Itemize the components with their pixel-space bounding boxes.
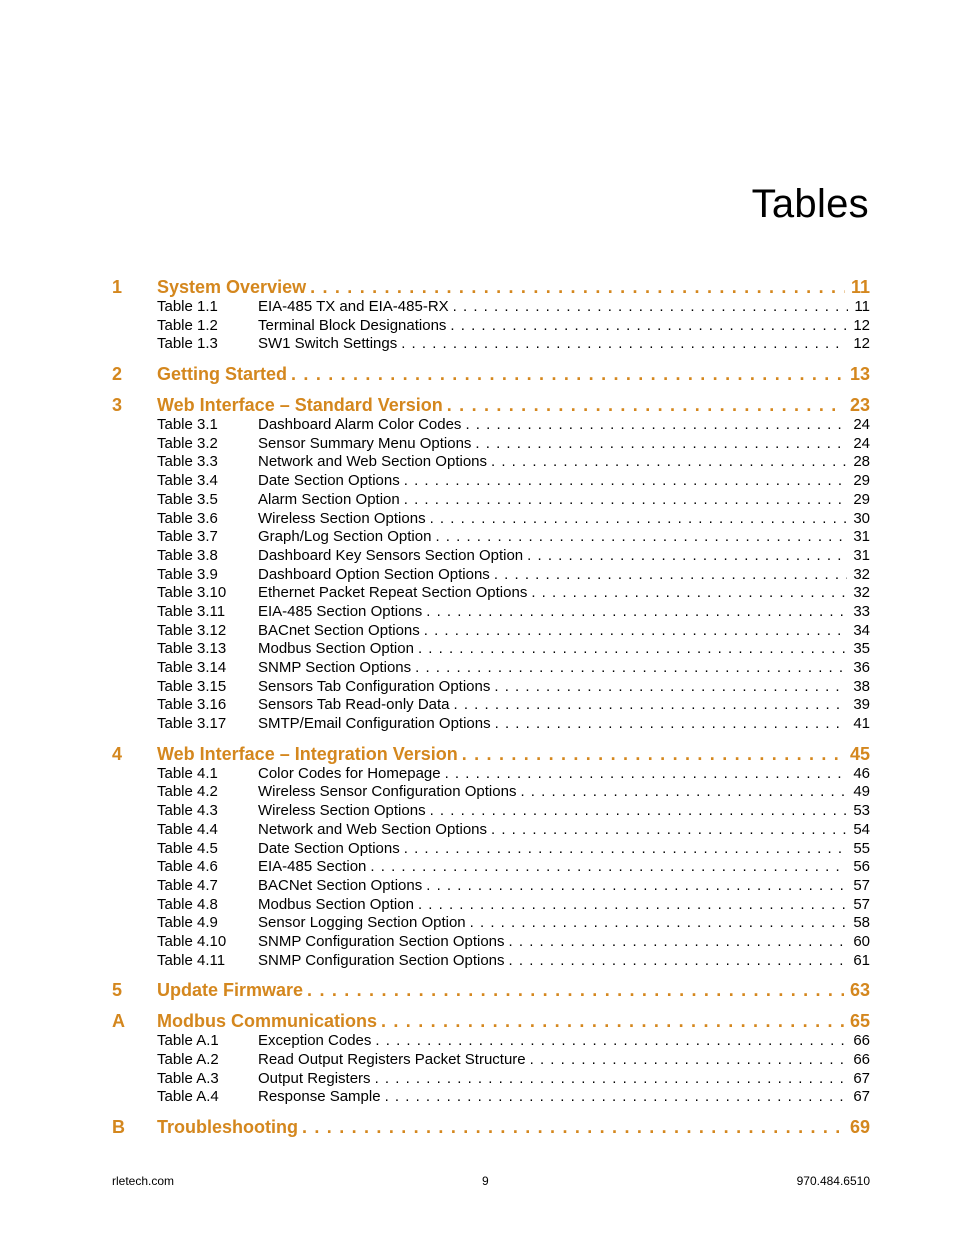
chapter-entry[interactable] [112, 1010, 870, 1032]
table-page-number[interactable]: 49 [853, 783, 870, 801]
table-entry[interactable] [112, 603, 870, 622]
table-title[interactable]: Graph/Log Section Option [258, 528, 432, 546]
table-number: Table A.4 [157, 1088, 219, 1106]
table-entry[interactable] [112, 584, 870, 603]
dot-leader [490, 566, 848, 585]
table-page-number[interactable]: 32 [853, 584, 870, 602]
table-page-number[interactable]: 29 [853, 490, 870, 508]
dot-leader [526, 1051, 848, 1070]
table-page-number[interactable]: 41 [853, 715, 870, 733]
dot-leader [306, 276, 845, 298]
page-title: Tables [751, 181, 869, 226]
table-page-number[interactable]: 67 [853, 1069, 870, 1087]
chapter-page-number[interactable]: 13 [849, 364, 870, 385]
table-page-number[interactable]: 32 [853, 565, 870, 583]
table-number: Table 1.3 [157, 335, 218, 353]
chapter-page-number[interactable]: 45 [849, 743, 870, 764]
chapter-title[interactable]: Troubleshooting [157, 1117, 298, 1138]
table-page-number[interactable]: 53 [853, 802, 870, 820]
table-page-number[interactable]: 55 [853, 839, 870, 857]
table-title[interactable]: Modbus Section Option [258, 895, 414, 913]
table-title[interactable]: Network and Web Section Options [258, 820, 488, 838]
dot-leader [298, 1116, 844, 1138]
table-page-number[interactable]: 24 [853, 434, 870, 452]
table-page-number[interactable]: 34 [853, 621, 870, 639]
table-number: Table 1.2 [157, 316, 218, 334]
dot-leader [371, 1070, 848, 1089]
dot-leader [400, 840, 848, 859]
table-entry[interactable] [112, 678, 870, 697]
table-title[interactable]: Alarm Section Option [258, 490, 400, 508]
table-title[interactable]: SNMP Configuration Section Options [258, 932, 505, 950]
chapter-title[interactable]: Update Firmware [157, 980, 304, 1001]
table-title[interactable]: BACnet Section Options [258, 621, 420, 639]
table-number: Table 3.6 [157, 509, 218, 527]
table-entry[interactable] [112, 566, 870, 585]
table-number: Table 4.1 [157, 764, 218, 782]
table-page-number[interactable]: 67 [853, 1088, 870, 1106]
dot-leader [371, 1032, 847, 1051]
table-of-tables [112, 276, 870, 1138]
table-number: Table 1.1 [157, 298, 218, 315]
table-entry[interactable] [112, 416, 870, 435]
table-number: Table 4.8 [157, 895, 218, 913]
table-number: Table 4.7 [157, 876, 218, 894]
table-number: Table 3.9 [157, 565, 218, 583]
table-entry[interactable] [112, 335, 870, 354]
table-title[interactable]: EIA-485 Section Options [258, 602, 423, 620]
table-page-number[interactable]: 60 [853, 932, 870, 950]
table-title[interactable]: Sensor Summary Menu Options [258, 434, 472, 452]
table-number: Table 3.15 [157, 677, 227, 695]
chapter-number: B [112, 1117, 125, 1138]
table-page-number[interactable]: 30 [853, 509, 870, 527]
table-page-number[interactable]: 28 [853, 453, 870, 471]
table-page-number[interactable]: 56 [853, 858, 870, 876]
table-title[interactable]: Network and Web Section Options [258, 453, 488, 471]
table-number: Table A.1 [157, 1032, 219, 1050]
table-entry[interactable] [112, 821, 870, 840]
dot-leader [441, 765, 848, 784]
dot-leader [411, 659, 847, 678]
dot-leader [505, 933, 848, 952]
table-number: Table 4.2 [157, 783, 218, 801]
page-footer [112, 1174, 870, 1188]
dot-leader [449, 298, 849, 317]
table-entry[interactable] [112, 1032, 870, 1051]
table-entry[interactable] [112, 783, 870, 802]
table-title[interactable]: Dashboard Option Section Options [258, 565, 490, 583]
dot-leader [400, 472, 848, 491]
table-page-number[interactable]: 12 [853, 316, 870, 334]
footer-page-number: 9 [481, 1174, 489, 1188]
dot-leader [471, 435, 847, 454]
dot-leader [516, 783, 847, 802]
dot-leader [443, 394, 844, 416]
table-entry[interactable] [112, 472, 870, 491]
dot-leader [458, 743, 844, 765]
chapter-entry[interactable] [112, 276, 870, 298]
chapter-page-number[interactable]: 11 [850, 277, 870, 297]
dot-leader [397, 335, 847, 354]
table-title[interactable]: BACNet Section Options [258, 876, 423, 894]
chapter-entry[interactable] [112, 394, 870, 416]
dot-leader [487, 821, 847, 840]
table-entry[interactable] [112, 802, 870, 821]
table-entry[interactable] [112, 317, 870, 336]
table-entry[interactable] [112, 453, 870, 472]
table-title[interactable]: Response Sample [258, 1088, 381, 1106]
table-page-number[interactable]: 31 [853, 528, 870, 546]
table-entry[interactable] [112, 510, 870, 529]
table-entry[interactable] [112, 547, 870, 566]
chapter-title[interactable]: Web Interface – Standard Version [157, 395, 443, 416]
table-page-number[interactable]: 57 [853, 895, 870, 913]
table-title[interactable]: Exception Codes [258, 1032, 372, 1050]
table-title[interactable]: EIA-485 Section [258, 858, 367, 876]
dot-leader [505, 952, 848, 971]
chapter-page-number[interactable]: 65 [849, 1011, 870, 1032]
table-number: Table 3.16 [157, 696, 227, 714]
table-number: Table 4.11 [157, 951, 226, 969]
table-number: Table 3.5 [157, 490, 218, 508]
table-title[interactable]: Ethernet Packet Repeat Section Options [258, 584, 528, 602]
table-number: Table 3.11 [157, 602, 226, 620]
dot-leader [422, 877, 847, 896]
table-number: Table A.3 [157, 1069, 219, 1087]
chapter-page-number[interactable]: 69 [849, 1117, 870, 1138]
table-page-number[interactable]: 58 [853, 914, 870, 932]
table-title[interactable]: SNMP Section Options [258, 659, 412, 676]
table-title[interactable]: SMTP/Email Configuration Options [258, 715, 491, 733]
table-number: Table 4.4 [157, 820, 218, 838]
chapter-entry[interactable] [112, 1116, 870, 1138]
dot-leader [426, 510, 848, 529]
table-title[interactable]: Dashboard Alarm Color Codes [258, 416, 462, 434]
dot-leader [366, 858, 847, 877]
table-page-number[interactable]: 36 [853, 659, 870, 676]
table-title[interactable]: Color Codes for Homepage [258, 764, 441, 782]
table-number: Table 3.7 [157, 528, 218, 546]
footer-phone: 970.484.6510 [796, 1174, 870, 1188]
table-number: Table A.2 [157, 1051, 219, 1068]
chapter-entry[interactable] [112, 979, 870, 1001]
table-number: Table 3.12 [157, 621, 227, 639]
chapter-title[interactable]: Modbus Communications [157, 1011, 377, 1032]
dot-leader [490, 678, 847, 697]
chapter-number: 5 [112, 980, 123, 1001]
table-page-number[interactable]: 38 [853, 677, 870, 695]
table-entry[interactable] [112, 840, 870, 859]
dot-leader [461, 416, 847, 435]
dot-leader [523, 547, 847, 566]
table-number: Table 4.10 [157, 932, 227, 950]
table-entry[interactable] [112, 528, 870, 547]
table-number: Table 3.13 [157, 640, 227, 658]
table-entry[interactable] [112, 858, 870, 877]
table-page-number[interactable]: 35 [853, 640, 870, 658]
dot-leader [527, 584, 847, 603]
table-entry[interactable] [112, 952, 870, 971]
table-entry[interactable] [112, 659, 870, 678]
table-title[interactable]: Wireless Sensor Configuration Options [258, 783, 517, 801]
table-entry[interactable] [112, 877, 870, 896]
dot-leader [400, 491, 848, 510]
table-entry[interactable] [112, 1051, 870, 1070]
chapter-entry[interactable] [112, 363, 870, 385]
table-entry[interactable] [112, 622, 870, 641]
table-number: Table 4.5 [157, 839, 218, 857]
dot-leader [422, 603, 847, 622]
table-entry[interactable] [112, 933, 870, 952]
dot-leader [287, 363, 844, 385]
table-page-number[interactable]: 31 [853, 546, 870, 564]
table-number: Table 3.10 [157, 584, 227, 602]
table-page-number[interactable]: 66 [853, 1032, 870, 1050]
table-title[interactable]: Wireless Section Options [258, 802, 426, 820]
table-entry[interactable] [112, 1070, 870, 1089]
chapter-page-number[interactable]: 23 [849, 395, 870, 416]
table-entry[interactable] [112, 914, 870, 933]
chapter-title[interactable]: Getting Started [157, 364, 288, 385]
table-number: Table 3.2 [157, 434, 218, 452]
table-number: Table 3.14 [157, 659, 227, 676]
dot-leader [426, 802, 848, 821]
table-number: Table 3.8 [157, 546, 218, 564]
table-title[interactable]: Date Section Options [258, 472, 400, 490]
table-entry[interactable] [112, 491, 870, 510]
chapter-title[interactable]: Web Interface – Integration Version [157, 743, 458, 764]
table-page-number[interactable]: 11 [854, 298, 870, 315]
table-entry[interactable] [112, 765, 870, 784]
table-number: Table 4.6 [157, 858, 218, 876]
dot-leader [414, 640, 847, 659]
table-title[interactable]: Read Output Registers Packet Structure [258, 1051, 526, 1068]
table-title[interactable]: Sensors Tab Configuration Options [258, 677, 491, 695]
table-title[interactable]: Modbus Section Option [258, 640, 414, 658]
table-page-number[interactable]: 29 [853, 472, 870, 490]
chapter-page-number[interactable]: 63 [849, 980, 870, 1001]
dot-leader [414, 896, 847, 915]
table-title[interactable]: EIA-485 TX and EIA-485-RX [258, 298, 449, 315]
table-title[interactable]: SNMP Configuration Section Options [258, 951, 505, 969]
table-title[interactable]: Output Registers [258, 1069, 371, 1087]
dot-leader [431, 528, 847, 547]
dot-leader [446, 317, 847, 336]
table-page-number[interactable]: 24 [853, 416, 870, 434]
dot-leader [487, 453, 847, 472]
table-title[interactable]: Date Section Options [258, 839, 400, 857]
table-number: Table 3.1 [157, 416, 218, 434]
table-title[interactable]: Sensors Tab Read-only Data [258, 696, 450, 714]
table-page-number[interactable]: 54 [853, 820, 870, 838]
table-title[interactable]: Dashboard Key Sensors Section Option [258, 546, 524, 564]
table-number: Table 4.3 [157, 802, 218, 820]
table-page-number[interactable]: 66 [853, 1051, 870, 1068]
table-title[interactable]: Sensor Logging Section Option [258, 914, 466, 932]
table-entry[interactable] [112, 896, 870, 915]
dot-leader [377, 1010, 844, 1032]
table-entry[interactable] [112, 298, 870, 317]
chapter-number: 3 [112, 395, 123, 416]
table-number: Table 4.9 [157, 914, 218, 932]
table-number: Table 3.3 [157, 453, 218, 471]
table-title[interactable]: Wireless Section Options [258, 509, 426, 527]
dot-leader [450, 696, 848, 715]
table-title[interactable]: Terminal Block Designations [258, 316, 447, 334]
chapter-number: 2 [112, 364, 123, 385]
chapter-number: 1 [112, 277, 123, 297]
chapter-title[interactable]: System Overview [157, 277, 307, 297]
chapter-number: A [112, 1011, 125, 1032]
chapter-entry[interactable] [112, 743, 870, 765]
table-entry[interactable] [112, 435, 870, 454]
table-page-number[interactable]: 12 [853, 335, 870, 353]
dot-leader [420, 622, 848, 641]
table-number: Table 3.17 [157, 715, 227, 733]
table-number: Table 3.4 [157, 472, 218, 490]
dot-leader [491, 715, 848, 734]
table-page-number[interactable]: 46 [853, 764, 870, 782]
table-page-number[interactable]: 57 [853, 876, 870, 894]
chapter-number: 4 [112, 743, 123, 764]
table-page-number[interactable]: 39 [853, 696, 870, 714]
dot-leader [466, 914, 848, 933]
table-page-number[interactable]: 61 [853, 951, 870, 969]
table-page-number[interactable]: 33 [853, 602, 870, 620]
table-entry[interactable] [112, 1088, 870, 1107]
dot-leader [303, 979, 844, 1001]
table-entry[interactable] [112, 696, 870, 715]
table-title[interactable]: SW1 Switch Settings [258, 335, 398, 353]
table-entry[interactable] [112, 715, 870, 734]
table-entry[interactable] [112, 640, 870, 659]
footer-website: rletech.com [112, 1174, 175, 1188]
dot-leader [381, 1088, 848, 1107]
